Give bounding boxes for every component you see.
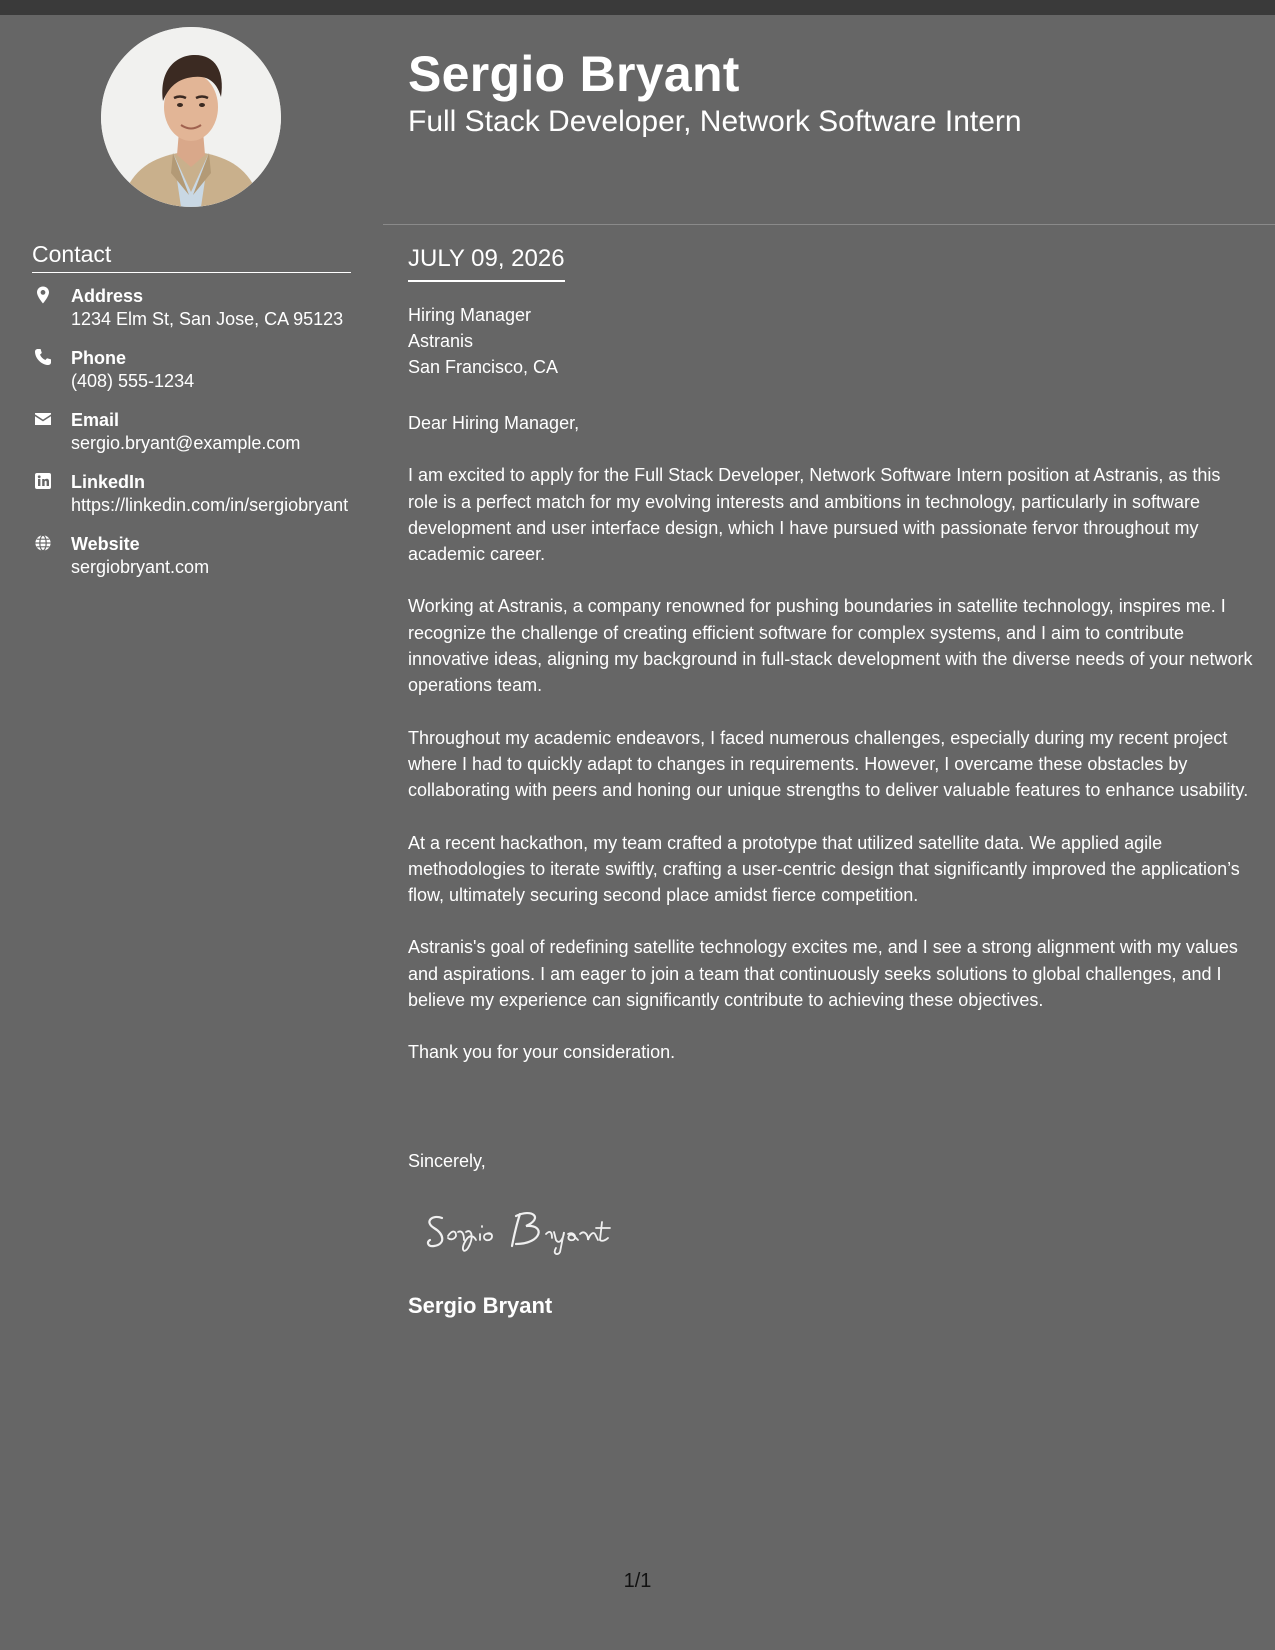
recipient-block	[408, 302, 558, 380]
linkedin-icon	[34, 472, 52, 490]
contact-list	[32, 284, 357, 594]
contact-item-email	[32, 408, 357, 455]
contact-label: Website	[71, 534, 140, 554]
address-value: 1234 Elm St, San Jose, CA 95123	[71, 309, 344, 329]
letter-paragraph: At a recent hackathon, my team crafted a prototype that utilized satellite data. We applied agile methodologies to iterate swiftly, crafting a user-centric design that significantly improved the application’s flow, ultimately securing second place amidst fierce competition.	[408, 832, 1240, 906]
letter-paragraph: Thank you for your consideration.	[408, 1042, 676, 1063]
email-value[interactable]: sergio.bryant@example.com	[71, 433, 301, 453]
linkedin-value[interactable]: https://linkedin.com/in/sergiobryant	[71, 495, 349, 515]
contact-item-address	[32, 284, 357, 331]
recipient-line: San Francisco, CA	[408, 357, 559, 377]
contact-heading: Contact	[32, 240, 351, 273]
closing: Sincerely,	[408, 1151, 486, 1171]
signer-name: Sergio Bryant	[408, 1293, 553, 1318]
portrait-image	[101, 27, 281, 207]
globe-icon	[34, 534, 52, 552]
phone-icon	[34, 348, 52, 366]
page-number: 1/1	[623, 1570, 652, 1592]
contact-item-linkedin	[32, 470, 357, 517]
map-pin-icon	[34, 286, 52, 304]
job-title: Full Stack Developer, Network Software Intern	[408, 105, 1022, 138]
phone-value: (408) 555-1234	[71, 371, 195, 391]
letter-date: JULY 09, 2026	[408, 244, 565, 282]
letter-paragraph: I am excited to apply for the Full Stack Developer, Network Software Intern position at Astranis, as this role is a perfect match for my evolving interests and ambitions in technology, particularly in software development and user interface design, which I have pursued with passionate fervor throughout my academic career.	[408, 465, 1221, 565]
envelope-icon	[34, 410, 52, 428]
letter-paragraph: Astranis's goal of redefining satellite technology excites me, and I see a strong alignment with my values and aspirations. I am eager to join a team that continuously seeks solutions to global challenges, and I believe my experience can significantly contribute to achieving these objectives.	[408, 937, 1238, 1011]
letter-paragraph: Working at Astranis, a company renowned for pushing boundaries in satellite technology, inspires me. I recognize the challenge of creating efficient software for complex systems, and I aim to contribute innovative ideas, aligning my background in full-stack development with the diverse needs of your network operations team.	[408, 596, 1253, 696]
header-divider	[383, 224, 1275, 225]
website-value[interactable]: sergiobryant.com	[71, 557, 210, 577]
recipient-line: Hiring Manager	[408, 305, 532, 325]
contact-label: Email	[71, 410, 120, 430]
top-bar	[0, 0, 1275, 15]
avatar	[101, 27, 281, 207]
salutation: Dear Hiring Manager,	[408, 413, 580, 433]
contact-item-website	[32, 532, 357, 579]
recipient-line: Astranis	[408, 331, 474, 351]
contact-label: LinkedIn	[71, 472, 146, 492]
contact-label: Phone	[71, 348, 127, 368]
letter-body	[408, 410, 1253, 1092]
contact-item-phone	[32, 346, 357, 393]
applicant-name: Sergio Bryant	[408, 46, 740, 102]
contact-label: Address	[71, 286, 144, 306]
letter-paragraph: Throughout my academic endeavors, I faced numerous challenges, especially during my recent project where I had to quickly adapt to changes in requirements. However, I overcame these obstacles by collaborating with peers and honing our unique strengths to deliver valuable features to enhance usability.	[408, 727, 1249, 801]
signature-image	[420, 1196, 660, 1256]
